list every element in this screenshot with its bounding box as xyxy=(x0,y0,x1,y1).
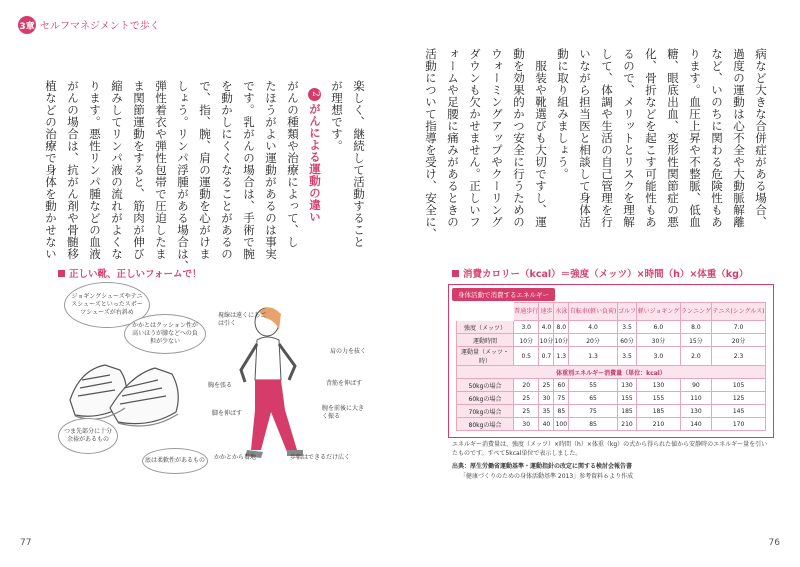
table-row xyxy=(457,405,766,418)
table-cell: 210 xyxy=(637,418,680,431)
row-header: 運動量（メッツ・時） xyxy=(457,347,514,366)
table-cell: 130 xyxy=(637,379,680,392)
text-line: 糖、眼底出血、変形性関節症の悪 xyxy=(666,48,680,228)
text-line: 楽しく、継続して活動すること xyxy=(352,80,366,248)
text-line: がんの種類や治療によって、し xyxy=(286,80,300,248)
table-cell: 60分 xyxy=(617,334,636,347)
table-cell: 155 xyxy=(617,392,636,405)
table-cell: 85 xyxy=(569,418,618,431)
table-cell: 25 xyxy=(514,392,539,405)
text-line: など、いのちに関わる危険性もあ xyxy=(710,48,724,228)
table-cell: 145 xyxy=(712,405,766,418)
row-header: 70kgの場合 xyxy=(457,405,514,418)
row-header: 運動時間 xyxy=(457,334,514,347)
table-cell: 8.0 xyxy=(680,321,711,334)
label-chest-out: 胸を張る xyxy=(208,382,233,389)
column-header: 普通歩行 xyxy=(514,303,539,321)
right-body-text xyxy=(412,48,772,253)
text-line: 弾性着衣や弾性包帯で圧迫したま xyxy=(154,80,168,260)
table-cell: 65 xyxy=(569,392,618,405)
callout-heel-cushion: かかとはクッション性が高いほうが膝などへの負担が少ない xyxy=(124,314,206,354)
table-cell: 130 xyxy=(617,379,636,392)
chapter-title: セルフマネジメントで歩く xyxy=(40,21,160,32)
calorie-formula-heading xyxy=(452,266,748,280)
table-cell: 185 xyxy=(617,405,636,418)
table-cell: 1.3 xyxy=(569,347,618,366)
table-cell: 0.5 xyxy=(514,347,539,366)
calorie-formula: 消費カロリー（kcal）＝強度（メッツ）×時間（h）×体重（kg） xyxy=(463,269,749,280)
column-header: ランニング xyxy=(680,303,711,321)
row-header: 強度（メッツ） xyxy=(457,321,514,334)
table-header-row xyxy=(457,303,766,321)
table-cell: 10分 xyxy=(539,334,554,347)
energy-table-title: 身体活動で消費するエネルギー xyxy=(452,288,555,301)
text-line: 服装や靴選びも大切ですし、運 xyxy=(534,60,548,228)
table-cell: 20分 xyxy=(712,334,766,347)
label-relax-shoulders: 肩の力を抜く xyxy=(330,348,367,355)
table-row xyxy=(457,321,766,334)
text-line: です。乳がんの場合は、手術で腕 xyxy=(242,80,256,260)
chapter-badge: 3章 xyxy=(18,16,36,34)
table-cell: 90 xyxy=(680,379,711,392)
table-cell: 105 xyxy=(712,379,766,392)
text-line: で、指、腕、肩の運動を心がけま xyxy=(198,80,212,260)
table-cell: 210 xyxy=(617,418,636,431)
label-arm-swing: 腕を前後に大きく振る xyxy=(322,405,365,420)
text-line: ォームや足腰に痛みがあるときの xyxy=(446,48,460,228)
table-cell: 100 xyxy=(554,418,569,431)
column-header: ゴルフ xyxy=(617,303,636,321)
table-cell: 130 xyxy=(680,405,711,418)
text-line: たほうがよい運動があるのは事実 xyxy=(264,80,278,260)
square-bullet-icon xyxy=(58,270,65,277)
table-corner xyxy=(457,303,514,321)
right-page-number: 76 xyxy=(768,538,780,548)
text-line: 動を効果的かつ安全に行うための xyxy=(512,48,526,228)
text-line: が理想です。 xyxy=(330,80,344,152)
callout-sport-shoes: ジョギングシューズやテニスシューズといったスポーツシューズが右斜め xyxy=(64,282,150,328)
table-row xyxy=(457,334,766,347)
column-header: 自転車(軽い負荷) xyxy=(569,303,618,321)
source-line-2: 「健康づくりのための身体活動基準 2013」参考資料６より作成 xyxy=(460,473,634,480)
table-cell: 15分 xyxy=(680,334,711,347)
column-header: 軽いジョギング xyxy=(637,303,680,321)
column-header: テニス(シングルス) xyxy=(712,303,766,321)
table-cell: 55 xyxy=(569,379,618,392)
text-line: ります。悪性リンパ腫などの血液 xyxy=(88,80,102,260)
table-cell: 2.3 xyxy=(712,347,766,366)
table-cell: 4.0 xyxy=(569,321,618,334)
text-line: を動かしにくくなることがあるの xyxy=(220,80,234,260)
square-bullet-icon xyxy=(452,270,459,277)
table-subheader-row xyxy=(457,366,766,379)
table-row xyxy=(457,347,766,366)
table-cell: 85 xyxy=(554,405,569,418)
label-gaze: 視線は遠くにあごは引く xyxy=(218,312,267,327)
text-line: ウォーミングアップやクーリング xyxy=(490,48,504,228)
table-cell: 0.7 xyxy=(539,347,554,366)
table-row xyxy=(457,379,766,392)
text-line: ダウンも欠かせません。正しいフ xyxy=(468,48,482,228)
text-line: 動に取り組みましょう。 xyxy=(556,48,570,180)
text-line: 縮みしてリンパ液の流れがよくな xyxy=(110,80,124,260)
text-line: 化、骨折などを起こす可能性もあ xyxy=(644,48,658,228)
shoes-form-heading xyxy=(58,266,202,280)
energy-table xyxy=(456,302,766,431)
table-cell: 8.0 xyxy=(554,321,569,334)
text-line: ま関節運動をすると、筋肉が伸び xyxy=(132,80,146,260)
table-cell: 60 xyxy=(554,379,569,392)
label-extend-leg: 脚を伸ばす xyxy=(212,410,243,417)
table-cell: 20 xyxy=(514,379,539,392)
table-cell: 140 xyxy=(680,418,711,431)
callout-flexible-sole: 底は柔軟性があるもの xyxy=(142,448,208,474)
text-line: 植などの治療で身体を動かせない xyxy=(44,80,58,260)
table-cell: 1.3 xyxy=(554,347,569,366)
row-header: 60kgの場合 xyxy=(457,392,514,405)
table-cell: 10分 xyxy=(554,334,569,347)
table-cell: 3.5 xyxy=(617,321,636,334)
table-row xyxy=(457,392,766,405)
table-cell: 40 xyxy=(539,418,554,431)
table-cell: 185 xyxy=(637,405,680,418)
table-cell: 110 xyxy=(680,392,711,405)
text-line: しょう。リンパ浮腫がある場合は、 xyxy=(176,80,190,272)
column-header: 速歩 xyxy=(539,303,554,321)
table-cell: 30分 xyxy=(637,334,680,347)
label-heel-strike: かかとから着地 xyxy=(214,454,257,461)
table-cell: 25 xyxy=(514,405,539,418)
table-cell: 30 xyxy=(539,392,554,405)
table-cell: 3.5 xyxy=(617,347,636,366)
table-cell: 125 xyxy=(712,392,766,405)
table-subheader: 体重別エネルギー消費量（単位：kcal） xyxy=(457,366,766,379)
table-cell: 6.0 xyxy=(637,321,680,334)
table-row xyxy=(457,418,766,431)
table-cell: 75 xyxy=(569,405,618,418)
left-body-text xyxy=(40,80,370,272)
shoes-form-title: 正しい靴、正しいフォームで！ xyxy=(69,269,202,280)
row-header: 50kgの場合 xyxy=(457,379,514,392)
text-line: るので、メリットとリスクを理解 xyxy=(622,48,636,228)
table-cell: 155 xyxy=(637,392,680,405)
table-cell: 35 xyxy=(539,405,554,418)
heading-number: 2 xyxy=(308,88,321,101)
table-cell: 7.0 xyxy=(712,321,766,334)
label-straight-back: 背筋を伸ばす xyxy=(326,380,363,387)
row-header: 80kgの場合 xyxy=(457,418,514,431)
section-heading xyxy=(304,80,326,255)
source-line-1: 出典：厚生労働省運動基準・運動指針の改定に関する検討会報告書 xyxy=(452,463,633,470)
heading-text: がんによる運動の違い xyxy=(308,103,322,223)
text-line: 過度の運動は心不全や大動脈解離 xyxy=(732,48,746,228)
table-cell: 2.0 xyxy=(680,347,711,366)
callout-toe-room: つま先部分に十分余裕があるもの xyxy=(58,418,118,454)
text-line: がんの場合は、抗がん剤や骨髄移 xyxy=(66,80,80,260)
text-line: 病など大きな合併症がある場合、 xyxy=(754,48,768,228)
text-line: いながら担当医と相談して身体活 xyxy=(578,48,592,228)
table-cell: 30 xyxy=(514,418,539,431)
table-cell: 3.0 xyxy=(514,321,539,334)
table-cell: 3.0 xyxy=(637,347,680,366)
label-wide-stride: 歩幅はできるだけ広く xyxy=(290,454,351,461)
text-line: ります。血圧上昇や不整脈、低血 xyxy=(688,48,702,228)
table-cell: 25 xyxy=(539,379,554,392)
table-cell: 4.0 xyxy=(539,321,554,334)
table-cell: 75 xyxy=(554,392,569,405)
table-cell: 170 xyxy=(712,418,766,431)
left-page-number: 77 xyxy=(20,538,32,548)
table-cell: 10分 xyxy=(514,334,539,347)
table-footnote: エネルギー消費量は、強度（メッツ）×時間（h）×体重（kg）の式から得られた値から安静時のエネルギー量を引いたものです。すべて5kcal単位で表示しました。 xyxy=(452,441,768,457)
table-cell: 20分 xyxy=(569,334,618,347)
text-line: して、体調や生活の自己管理を行 xyxy=(600,48,614,228)
text-line: 活動について指導を受け、安全に、 xyxy=(424,48,438,240)
column-header: 水泳 xyxy=(554,303,569,321)
